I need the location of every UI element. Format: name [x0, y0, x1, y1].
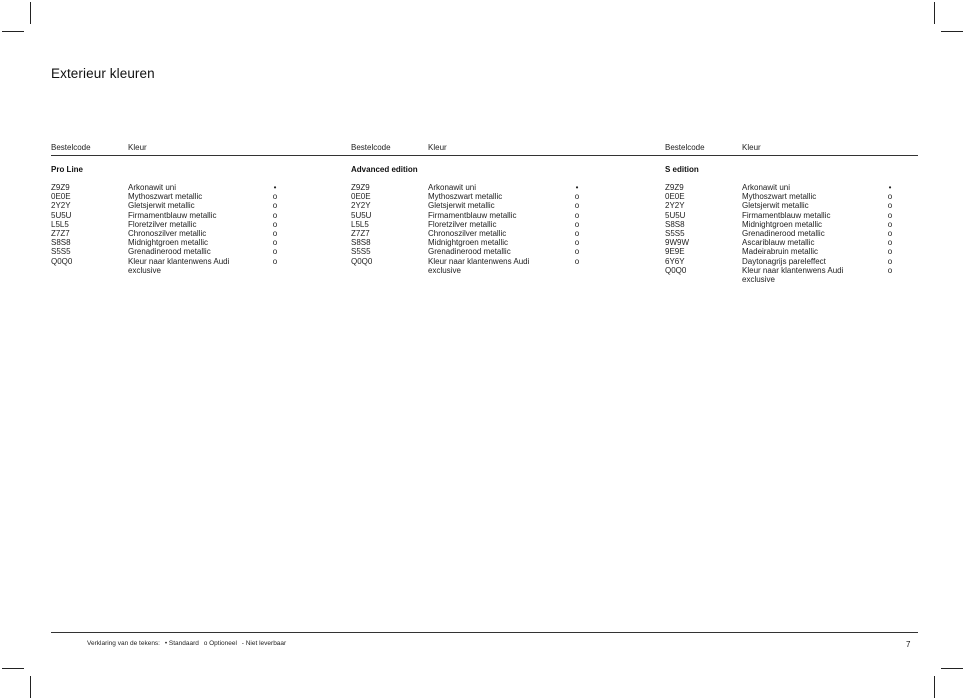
optional-mark: o: [272, 210, 278, 220]
color-row: [351, 201, 591, 210]
color-row: [51, 192, 291, 201]
color-code: 2Y2Y: [665, 201, 685, 211]
optional-mark: o: [574, 228, 580, 238]
standard-mark: •: [888, 183, 892, 192]
optional-mark: o: [887, 210, 893, 220]
color-code: 2Y2Y: [351, 201, 371, 211]
page-number: 7: [906, 640, 911, 649]
color-code: 2Y2Y: [51, 201, 71, 211]
color-name: Ascariblauw metallic: [742, 238, 815, 248]
color-row: [51, 229, 291, 238]
footer-rule: [51, 632, 918, 633]
header-color: Kleur: [742, 143, 761, 152]
legend: [87, 640, 289, 647]
color-name: Grenadinerood metallic: [128, 247, 211, 257]
color-code: 0E0E: [665, 192, 685, 202]
color-row: [351, 183, 591, 192]
legend-label: Verklaring van de tekens:: [87, 640, 160, 647]
color-name: Kleur naar klantenwens Audi exclusive: [128, 256, 230, 275]
color-name: Arkonawit uni: [428, 183, 477, 192]
optional-mark: o: [272, 228, 278, 238]
color-name: Mythoszwart metallic: [128, 192, 203, 202]
edition-pro-line: Pro Line: [51, 165, 84, 174]
color-row: [665, 238, 905, 247]
crop-mark: [941, 31, 963, 32]
crop-mark: [934, 2, 935, 24]
color-code: Z9Z9: [665, 183, 684, 192]
optional-mark: o: [272, 247, 278, 257]
color-name: Floretzilver metallic: [428, 219, 497, 229]
color-name: Mythoszwart metallic: [428, 192, 503, 202]
color-name: Firmamentblauw metallic: [742, 210, 831, 220]
legend-unavailable: - Niet leverbaar: [241, 640, 287, 647]
color-row: [51, 183, 291, 192]
color-code: Q0Q0: [665, 265, 687, 275]
header-code: Bestelcode: [351, 143, 391, 152]
color-row: [351, 247, 591, 256]
color-row: [351, 211, 591, 220]
crop-mark: [941, 668, 963, 669]
color-name: Chronoszilver metallic: [428, 228, 507, 238]
color-row: [665, 266, 905, 284]
edition-advanced: Advanced edition: [351, 165, 418, 174]
color-row: [351, 238, 591, 247]
color-name: Kleur naar klantenwens Audi exclusive: [742, 265, 844, 284]
optional-mark: o: [887, 238, 893, 248]
optional-mark: o: [887, 219, 893, 229]
standard-mark: •: [575, 183, 579, 192]
color-name: Gletsjerwit metallic: [428, 201, 495, 211]
color-code: Q0Q0: [351, 256, 373, 266]
color-row: [665, 201, 905, 210]
color-row: [351, 192, 591, 201]
color-row: [665, 229, 905, 238]
optional-mark: o: [272, 192, 278, 202]
standard-mark: •: [273, 183, 277, 192]
color-row: [51, 211, 291, 220]
optional-mark: o: [272, 256, 278, 266]
optional-mark: o: [574, 247, 580, 257]
color-row: [665, 211, 905, 220]
color-code: S8S8: [351, 238, 371, 248]
color-row: [665, 220, 905, 229]
color-row: [51, 247, 291, 256]
color-row: [351, 220, 591, 229]
legend-optional: o Optioneel: [203, 640, 237, 647]
legend-standard: • Standaard: [164, 640, 199, 647]
color-code: Q0Q0: [51, 256, 73, 266]
color-code: 5U5U: [665, 210, 686, 220]
color-name: Daytonagrijs pareleffect: [742, 256, 826, 266]
page-title: Exterieur kleuren: [51, 66, 155, 81]
color-row: [665, 247, 905, 256]
optional-mark: o: [574, 192, 580, 202]
header-code: Bestelcode: [51, 143, 91, 152]
optional-mark: o: [887, 201, 893, 211]
color-name: Midnightgroen metallic: [742, 219, 823, 229]
crop-mark: [30, 2, 31, 24]
color-row: [351, 229, 591, 238]
crop-mark: [2, 31, 24, 32]
color-code: Z9Z9: [51, 183, 70, 192]
optional-mark: o: [574, 238, 580, 248]
optional-mark: o: [887, 247, 893, 257]
color-name: Floretzilver metallic: [128, 219, 197, 229]
header-rule: [51, 155, 918, 156]
color-name: Madeirabruin metallic: [742, 247, 819, 257]
color-code: 9E9E: [665, 247, 685, 257]
color-name: Chronoszilver metallic: [128, 228, 207, 238]
color-row: [51, 238, 291, 247]
edition-s: S edition: [665, 165, 699, 174]
crop-mark: [2, 668, 24, 669]
color-row: [51, 201, 291, 210]
color-code: S5S5: [351, 247, 371, 257]
color-name: Arkonawit uni: [742, 183, 791, 192]
color-code: S5S5: [51, 247, 71, 257]
color-name: Firmamentblauw metallic: [428, 210, 517, 220]
color-name: Gletsjerwit metallic: [128, 201, 195, 211]
color-code: S5S5: [665, 228, 685, 238]
optional-mark: o: [574, 219, 580, 229]
color-code: S8S8: [51, 238, 71, 248]
color-name: Firmamentblauw metallic: [128, 210, 217, 220]
color-row: [665, 257, 905, 266]
color-list-advanced: [351, 183, 591, 275]
color-name: Grenadinerood metallic: [742, 228, 825, 238]
color-code: S8S8: [665, 219, 685, 229]
crop-mark: [934, 676, 935, 698]
color-row: [51, 257, 291, 275]
color-name: Kleur naar klantenwens Audi exclusive: [428, 256, 530, 275]
color-name: Mythoszwart metallic: [742, 192, 817, 202]
color-code: 9W9W: [665, 238, 689, 248]
optional-mark: o: [272, 219, 278, 229]
color-row: [665, 183, 905, 192]
color-code: Z7Z7: [351, 228, 370, 238]
optional-mark: o: [574, 201, 580, 211]
header-color: Kleur: [128, 143, 147, 152]
color-code: Z9Z9: [351, 183, 370, 192]
optional-mark: o: [887, 256, 893, 266]
color-row: [665, 192, 905, 201]
color-list-pro-line: [51, 183, 291, 275]
color-code: 6Y6Y: [665, 256, 685, 266]
color-code: L5L5: [351, 219, 369, 229]
color-name: Midnightgroen metallic: [428, 238, 509, 248]
color-row: [351, 257, 591, 275]
color-name: Midnightgroen metallic: [128, 238, 209, 248]
optional-mark: o: [272, 201, 278, 211]
optional-mark: o: [887, 228, 893, 238]
header-color: Kleur: [428, 143, 447, 152]
color-list-s: [665, 183, 905, 284]
color-code: L5L5: [51, 219, 69, 229]
optional-mark: o: [887, 265, 893, 275]
optional-mark: o: [574, 210, 580, 220]
optional-mark: o: [574, 256, 580, 266]
optional-mark: o: [272, 238, 278, 248]
color-code: 5U5U: [51, 210, 72, 220]
color-name: Grenadinerood metallic: [428, 247, 511, 257]
color-code: 0E0E: [51, 192, 71, 202]
color-row: [51, 220, 291, 229]
crop-mark: [30, 676, 31, 698]
color-name: Arkonawit uni: [128, 183, 177, 192]
color-code: 0E0E: [351, 192, 371, 202]
color-code: 5U5U: [351, 210, 372, 220]
color-name: Gletsjerwit metallic: [742, 201, 809, 211]
color-code: Z7Z7: [51, 228, 70, 238]
optional-mark: o: [887, 192, 893, 202]
header-code: Bestelcode: [665, 143, 705, 152]
